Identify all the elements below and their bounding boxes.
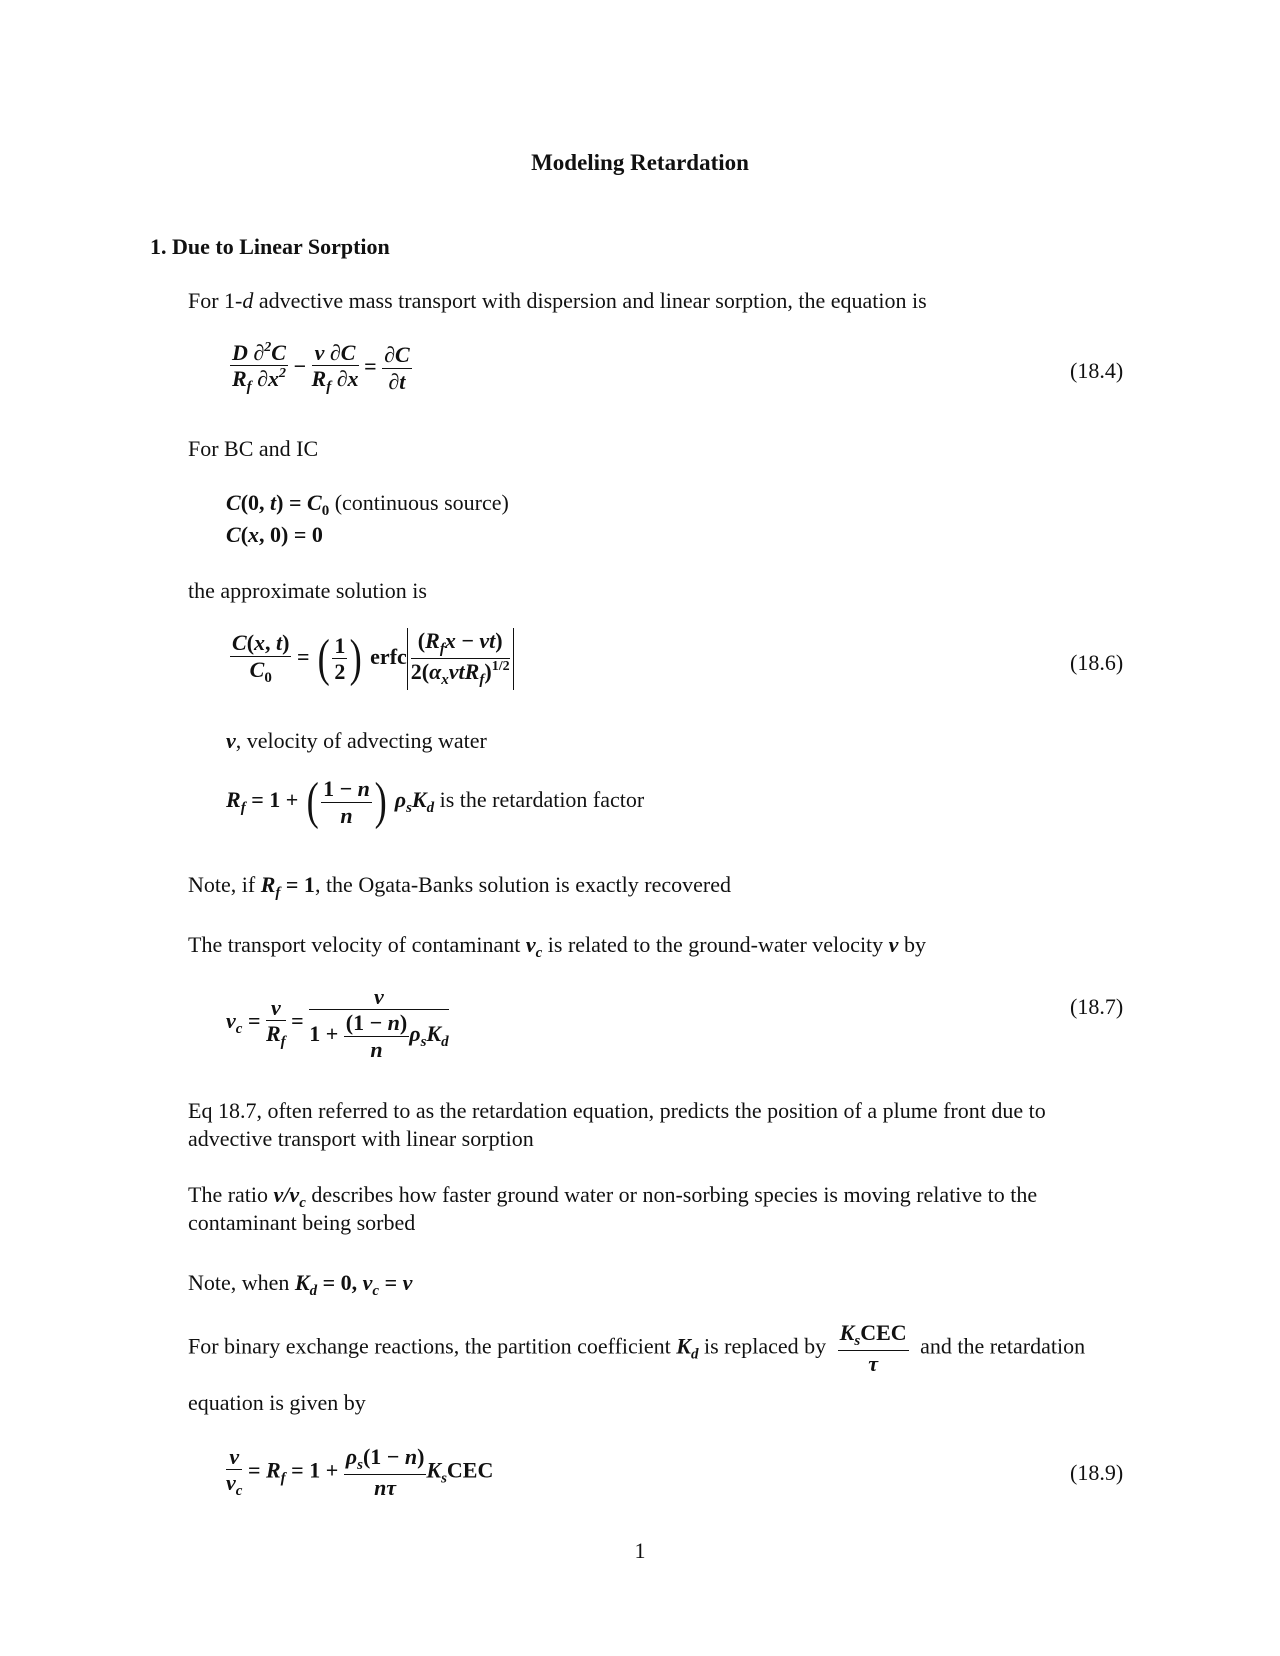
binary-exchange-text-cont: equation is given by: [188, 1390, 366, 1415]
equation-18-9: $\frac{v}{v_c}$ = $R_f = 1$ + $\frac{\rho_s(1 - n)}{n\tau}$ $K_sCEC$: [226, 1444, 494, 1501]
equation-18-7: $v_c$ = $\frac{v}{R_f}$ = v 1 + $\frac{(1 - n)}{n}$ $\rho_sK_d$: [226, 984, 449, 1062]
page-title: Modeling Retardation: [531, 150, 749, 175]
eq187-description: Eq 18.7, often referred to as the retardation equation, predicts the position of a plume front due to: [188, 1098, 1046, 1123]
eq187-description-cont: advective transport with linear sorption: [188, 1126, 534, 1151]
initial-condition: C(x, 0) = 0: [226, 522, 323, 547]
transport-velocity-text: The transport velocity of contaminant $v_c$ is related to the ground-water velocity v by: [188, 932, 926, 961]
ratio-text-cont: contaminant being sorbed: [188, 1210, 416, 1235]
equation-number: (18.9): [1070, 1460, 1124, 1485]
kd-note: Note, when $K_d = 0$, $v_c = v$: [188, 1270, 413, 1299]
equation-18-4: $\frac{D \partial^2C}{R_f \partial x^2}$ − $\frac{v \partial C}{R_f \partial x}$ = $\frac{\partial C}{\partial t}$: [231, 340, 410, 396]
boundary-condition: C(0, $t) = C_0$ (continuous source): [226, 490, 509, 519]
ogata-note: Note, if $R_f = 1$, the Ogata-Banks solution is exactly recovered: [188, 872, 731, 901]
equation-number: (18.7): [1070, 994, 1124, 1019]
retardation-factor-definition: $R_f = 1$ + ( $\frac{1 - n}{n}$ ) $\rho_sK_d$ is the retardation factor: [226, 773, 645, 830]
rf-def-text: is the retardation factor: [439, 787, 645, 813]
binary-exchange-text: For binary exchange reactions, the partition coefficient $K_d$ is replaced by $\frac{K_sCEC}{\tau}$ and the retardation: [188, 1320, 1086, 1377]
equation-number: (18.4): [1070, 358, 1124, 383]
solution-label: the approximate solution is: [188, 578, 427, 603]
bc-note: (continuous source): [334, 490, 509, 515]
equation-18-6: $\frac{C(x, t)}{C_0}$ = ( $\frac{1}{2}$ ) erfc $\frac{(R_fx - vt)}{2(\alpha_xvtR_f)^{1/2}}$: [230, 628, 514, 690]
section-heading: 1. Due to Linear Sorption: [150, 234, 390, 259]
ratio-text: The ratio $v/v_c$ describes how faster ground water or non-sorbing species is moving relative to the: [188, 1182, 1038, 1211]
equation-number: (18.6): [1070, 650, 1124, 675]
page-number: 1: [634, 1538, 646, 1563]
intro-text: For 1-d advective mass transport with dispersion and linear sorption, the equation is: [188, 288, 927, 313]
bc-ic-label: For BC and IC: [188, 436, 319, 461]
velocity-definition: v, velocity of advecting water: [226, 728, 487, 753]
